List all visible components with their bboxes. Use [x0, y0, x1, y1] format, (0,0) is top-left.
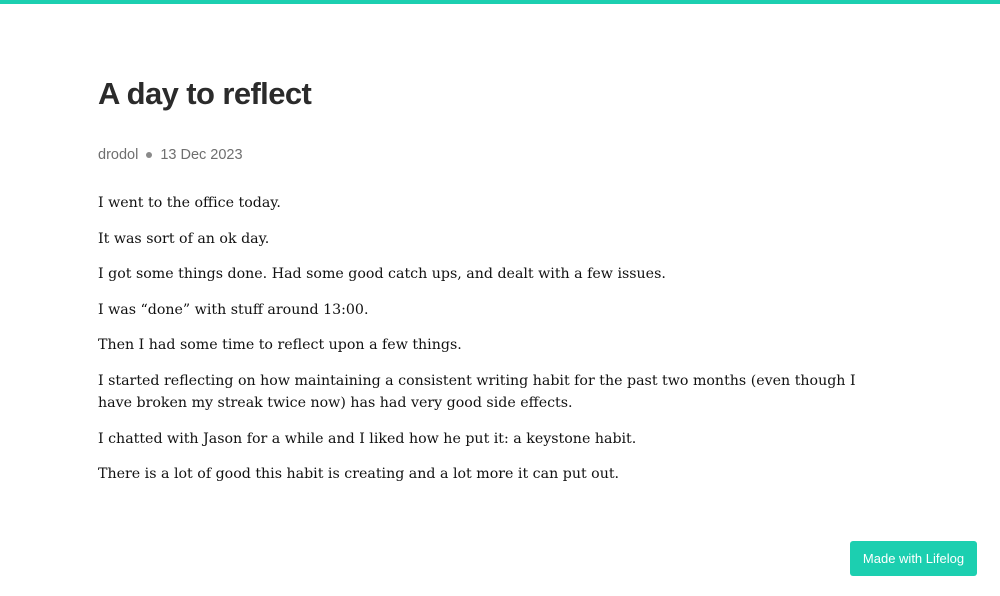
post-paragraph: It was sort of an ok day.: [98, 230, 270, 247]
post-paragraph: I got some things done. Had some good catch ups, and dealt with a few issues.: [98, 266, 666, 282]
post-paragraph: I chatted with Jason for a while and I liked how he put it: a keystone habit.: [98, 430, 637, 447]
post-paragraph: Then I had some time to reflect upon a few things.: [98, 337, 462, 353]
post-title: A day to reflect: [98, 76, 312, 111]
post-paragraph: I started reflecting on how maintaining a consistent writing habit for the past two months (even though I have broken my streak twice now) has had very good side effects.: [98, 372, 856, 411]
made-with-lifelog-button[interactable]: Made with Lifelog: [850, 541, 977, 576]
post-meta: [98, 147, 243, 163]
post-paragraph: I was “done” with stuff around 13:00.: [98, 301, 369, 318]
separator-dot-icon: [146, 152, 152, 158]
post-date: 13 Dec 2023: [160, 147, 243, 163]
top-accent-bar: [0, 0, 1000, 4]
post-paragraph: I went to the office today.: [98, 195, 281, 211]
post-author: drodol: [98, 147, 139, 163]
post-paragraph: There is a lot of good this habit is creating and a lot more it can put out.: [98, 466, 620, 482]
post-body: [98, 192, 888, 499]
